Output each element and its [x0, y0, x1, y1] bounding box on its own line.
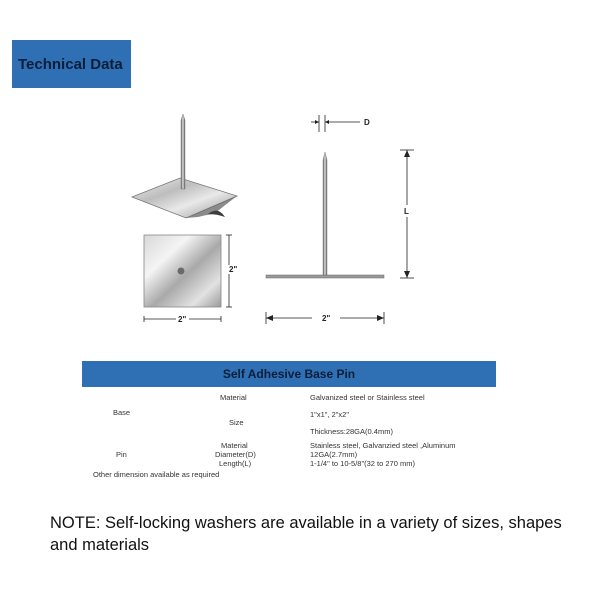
square-base-illustration [144, 235, 238, 323]
pin-length-label: Length(L) [219, 459, 252, 468]
table-footnote: Other dimension available as required [93, 470, 220, 479]
side-dimension-label: 2" [229, 265, 238, 274]
pin-width-dimension-label: 2" [322, 314, 331, 323]
pin-material-value: Stainless steel, Galvanzied steel ,Aluminum [310, 441, 456, 450]
diameter-dimension-label: D [364, 118, 370, 127]
pin-length-value: 1-1/4" to 10-5/8"(32 to 270 mm) [310, 459, 415, 468]
pin-material-label: Material [221, 441, 248, 450]
technical-data-heading: Technical Data [12, 40, 131, 88]
pin-diameter-value: 12GA(2.7mm) [310, 450, 358, 459]
length-dimension-label: L [404, 207, 409, 216]
base-thickness-value: Thickness:28GA(0.4mm) [310, 427, 393, 436]
side-view-pin-illustration [266, 115, 414, 324]
base-material-label: Material [220, 393, 247, 402]
base-size-value: 1"x1", 2"x2" [310, 410, 350, 419]
washer-note: NOTE: Self-locking washers are available in a variety of sizes, shapes and materials [50, 514, 562, 554]
base-size-label: Size [229, 418, 244, 427]
base-material-value: Galvanized steel or Stainless steel [310, 393, 425, 402]
base-group-label: Base [113, 408, 131, 417]
pin-diameter-label: Diameter(D) [215, 450, 256, 459]
isometric-pin-illustration [132, 114, 237, 218]
spec-table-title: Self Adhesive Base Pin [82, 361, 496, 387]
bottom-dimension-label: 2" [178, 315, 187, 324]
pin-group-label: Pin [116, 450, 127, 459]
